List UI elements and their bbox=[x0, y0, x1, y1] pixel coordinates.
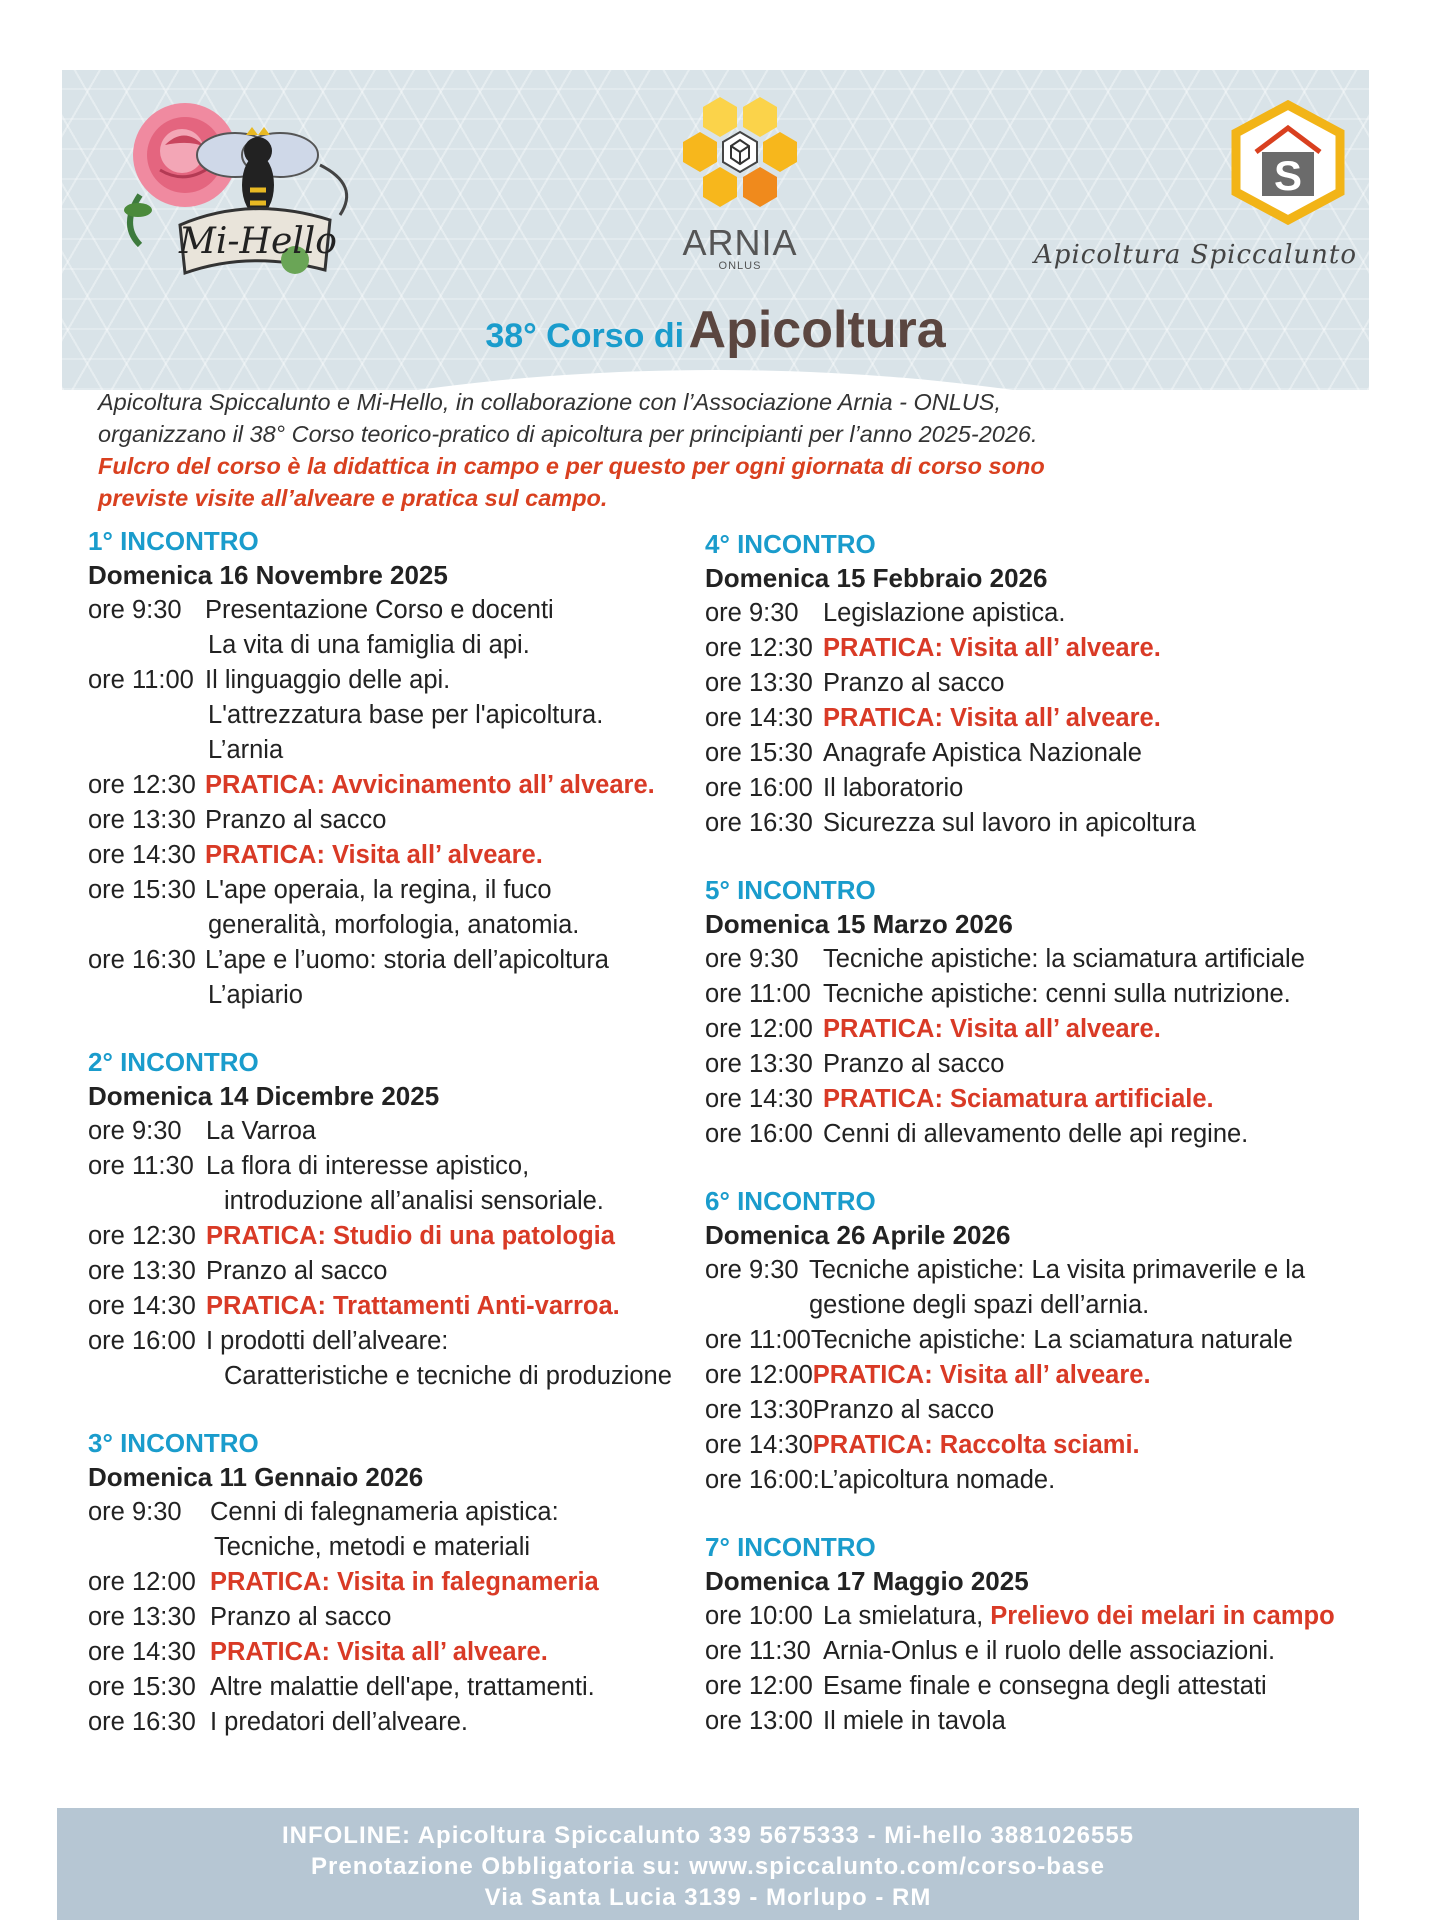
schedule-practice: PRATICA: Avvicinamento all’ alveare. bbox=[205, 771, 655, 799]
schedule-line bbox=[705, 631, 1345, 666]
schedule-activity: Pranzo al sacco bbox=[205, 806, 387, 834]
schedule-line bbox=[705, 977, 1345, 1012]
footer-info bbox=[57, 1808, 1359, 1920]
incontro-date: Domenica 15 Marzo 2026 bbox=[705, 909, 1013, 939]
intro-paragraph bbox=[98, 386, 1358, 514]
incontro-date: Domenica 17 Maggio 2025 bbox=[705, 1566, 1029, 1596]
schedule-line bbox=[705, 596, 1345, 631]
schedule-activity: Cenni di allevamento delle api regine. bbox=[823, 1120, 1249, 1148]
schedule-time: ore 12:00 bbox=[705, 1015, 813, 1043]
schedule-practice: PRATICA: Visita all’ alveare. bbox=[823, 1015, 1161, 1043]
schedule-line bbox=[705, 1358, 1345, 1393]
schedule-line-continuation: L'attrezzatura base per l'apicoltura. bbox=[208, 701, 604, 729]
schedule-practice: PRATICA: Visita all’ alveare. bbox=[823, 704, 1161, 732]
schedule-activity: Il linguaggio delle api. bbox=[205, 666, 451, 694]
schedule-line bbox=[705, 1082, 1345, 1117]
incontro-title: 5° INCONTRO bbox=[705, 875, 876, 905]
schedule-time: ore 12:00 bbox=[705, 1672, 813, 1700]
schedule-line bbox=[705, 736, 1345, 771]
schedule-time: ore 15:30 bbox=[705, 739, 813, 767]
schedule-time: ore 16:00 bbox=[88, 1327, 196, 1355]
schedule-line bbox=[705, 1393, 1345, 1428]
schedule-time: ore 11:30 bbox=[705, 1637, 811, 1665]
footer-infoline: INFOLINE: Apicoltura Spiccalunto 339 5675333 - Mi-hello 3881026555 bbox=[281, 1822, 1135, 1849]
bee-icon bbox=[197, 127, 318, 215]
schedule-time: ore 13:30 bbox=[705, 669, 813, 697]
schedule-line bbox=[88, 1635, 728, 1670]
schedule-time: ore 9:30 bbox=[88, 1117, 182, 1145]
incontro-block bbox=[88, 524, 728, 1013]
incontro-date: Domenica 15 Febbraio 2026 bbox=[705, 563, 1048, 593]
schedule-line bbox=[705, 1463, 1345, 1498]
schedule-time: ore 13:30 bbox=[705, 1396, 813, 1424]
footer-booking: Prenotazione Obbligatoria su: www.spiccalunto.com/corso-base bbox=[311, 1853, 1105, 1880]
schedule-time: ore 13:30 bbox=[88, 806, 196, 834]
arnia-logo-subtext: ONLUS bbox=[718, 260, 762, 272]
schedule-line bbox=[705, 1117, 1345, 1152]
schedule-time: ore 9:30 bbox=[705, 599, 799, 627]
schedule-time: ore 16:30 bbox=[88, 946, 196, 974]
schedule-activity: Pranzo al sacco bbox=[823, 1050, 1005, 1078]
footer-address: Via Santa Lucia 3139 - Morlupo - RM bbox=[484, 1884, 932, 1911]
schedule-line bbox=[88, 1254, 728, 1289]
schedule-line bbox=[705, 1704, 1345, 1739]
schedule-activity: La flora di interesse apistico, bbox=[206, 1152, 530, 1180]
schedule-time: ore 10:00 bbox=[705, 1602, 813, 1630]
schedule-line bbox=[705, 701, 1345, 736]
schedule-line bbox=[88, 1324, 728, 1359]
schedule-line bbox=[705, 1428, 1345, 1463]
incontro-title: 4° INCONTRO bbox=[705, 529, 876, 559]
title-main: Apicoltura bbox=[688, 301, 946, 359]
schedule-activity: Tecniche apistiche: La sciamatura naturale bbox=[810, 1326, 1293, 1354]
schedule-line bbox=[705, 1323, 1345, 1358]
schedule-activity: Tecniche apistiche: la sciamatura artificiale bbox=[823, 945, 1305, 973]
schedule-time: ore 14:30 bbox=[88, 1638, 196, 1666]
schedule-time: ore 9:30 bbox=[705, 1256, 799, 1284]
schedule-line-continuation: generalità, morfologia, anatomia. bbox=[208, 911, 580, 939]
incontro-block bbox=[705, 527, 1345, 841]
schedule-time: ore 16:30 bbox=[705, 809, 813, 837]
schedule-line bbox=[705, 1634, 1345, 1669]
schedule-activity: L’apicoltura nomade. bbox=[819, 1466, 1056, 1494]
schedule-line bbox=[88, 943, 728, 978]
schedule-time: ore 14:30 bbox=[705, 1431, 813, 1459]
schedule-time: ore 15:30 bbox=[88, 1673, 196, 1701]
arnia-logo-text: ARNIA bbox=[682, 222, 798, 263]
schedule-time: ore 16:00 bbox=[705, 774, 813, 802]
schedule-line-continuation: Caratteristiche e tecniche di produzione bbox=[224, 1362, 672, 1390]
schedule-line bbox=[88, 803, 728, 838]
intro-line-1: Apicoltura Spiccalunto e Mi-Hello, in collaborazione con l’Associazione Arnia - ONLUS, bbox=[98, 389, 1001, 415]
schedule-activity: L’ape e l’uomo: storia dell’apicoltura bbox=[205, 946, 609, 974]
schedule-line bbox=[705, 1669, 1345, 1704]
schedule-practice: PRATICA: Visita all’ alveare. bbox=[205, 841, 543, 869]
schedule-line bbox=[88, 873, 728, 908]
incontro-block bbox=[705, 1184, 1345, 1498]
schedule-time: ore 11:00 bbox=[705, 1326, 811, 1354]
incontro-title: 2° INCONTRO bbox=[88, 1047, 259, 1077]
intro-line-3: Fulcro del corso è la didattica in campo e per questo per ogni giornata di corso sono bbox=[98, 453, 1045, 479]
schedule-time: ore 12:30 bbox=[705, 634, 813, 662]
schedule-activity: Arnia-Onlus e il ruolo delle associazioni. bbox=[823, 1637, 1276, 1665]
schedule-time: ore 9:30 bbox=[88, 596, 182, 624]
schedule-activity: I prodotti dell’alveare: bbox=[206, 1327, 449, 1355]
schedule-time: ore 13:30 bbox=[88, 1603, 196, 1631]
schedule-activity: Il laboratorio bbox=[823, 774, 964, 802]
schedule-line-continuation: L’apiario bbox=[208, 981, 303, 1009]
schedule-time: ore 15:30 bbox=[88, 876, 196, 904]
schedule-practice: PRATICA: Visita all’ alveare. bbox=[823, 634, 1161, 662]
schedule-time: ore 11:00 bbox=[88, 666, 194, 694]
incontro-title: 6° INCONTRO bbox=[705, 1186, 876, 1216]
incontro-block bbox=[705, 1530, 1345, 1739]
intro-line-2: organizzano il 38° Corso teorico-pratico di apicoltura per principianti per l’anno 2025-2026. bbox=[98, 421, 1038, 447]
schedule-line bbox=[88, 1600, 728, 1635]
schedule-activity: Cenni di falegnameria apistica: bbox=[210, 1498, 559, 1526]
schedule-activity: Pranzo al sacco bbox=[812, 1396, 995, 1424]
schedule-time: ore 16:30 bbox=[88, 1708, 196, 1736]
incontro-title: 7° INCONTRO bbox=[705, 1532, 876, 1562]
schedule-line bbox=[705, 942, 1345, 977]
schedule-activity: Pranzo al sacco bbox=[210, 1603, 392, 1631]
schedule-line bbox=[88, 1670, 728, 1705]
schedule-practice: PRATICA: Raccolta sciami. bbox=[812, 1431, 1140, 1459]
spiccalunto-logo bbox=[1228, 100, 1348, 225]
schedule-column-right bbox=[705, 527, 1345, 1771]
schedule-column-left bbox=[88, 524, 728, 1772]
schedule-activity: Anagrafe Apistica Nazionale bbox=[823, 739, 1142, 767]
schedule-activity: Presentazione Corso e docenti bbox=[205, 596, 554, 624]
incontro-title: 1° INCONTRO bbox=[88, 526, 259, 556]
incontro-block bbox=[705, 873, 1345, 1152]
schedule-time: ore 9:30 bbox=[705, 945, 799, 973]
schedule-practice: Prelievo dei melari in campo bbox=[990, 1602, 1335, 1630]
schedule-line-continuation: Tecniche, metodi e materiali bbox=[214, 1533, 531, 1561]
schedule-line bbox=[705, 1253, 1345, 1288]
spiccalunto-logo-text: Apicoltura Spiccalunto bbox=[1034, 240, 1357, 270]
schedule-time: ore 12:30 bbox=[88, 1222, 196, 1250]
schedule-time: ore 14:30 bbox=[88, 1292, 196, 1320]
schedule-practice: PRATICA: Sciamatura artificiale. bbox=[823, 1085, 1214, 1113]
schedule-line bbox=[705, 1012, 1345, 1047]
schedule-line-continuation: introduzione all’analisi sensoriale. bbox=[224, 1187, 604, 1215]
schedule-line bbox=[88, 1219, 728, 1254]
incontro-date: Domenica 26 Aprile 2026 bbox=[705, 1220, 1011, 1250]
schedule-practice: PRATICA: Visita all’ alveare. bbox=[210, 1638, 548, 1666]
schedule-activity: Tecniche apistiche: cenni sulla nutrizione. bbox=[823, 980, 1291, 1008]
schedule-line bbox=[705, 1047, 1345, 1082]
schedule-line bbox=[88, 768, 728, 803]
schedule-line bbox=[88, 1565, 728, 1600]
schedule-activity: Sicurezza sul lavoro in apicoltura bbox=[823, 809, 1196, 837]
schedule-line-continuation: gestione degli spazi dell’arnia. bbox=[809, 1291, 1150, 1319]
schedule-practice: PRATICA: Trattamenti Anti-varroa. bbox=[206, 1292, 620, 1320]
schedule-line bbox=[705, 771, 1345, 806]
page-title bbox=[0, 300, 1431, 360]
incontro-date: Domenica 14 Dicembre 2025 bbox=[88, 1081, 440, 1111]
schedule-line bbox=[88, 1289, 728, 1324]
schedule-line bbox=[88, 1114, 728, 1149]
schedule-time: ore 13:30 bbox=[705, 1050, 813, 1078]
schedule-activity: La Varroa bbox=[206, 1117, 317, 1145]
schedule-time: ore 14:30 bbox=[705, 1085, 813, 1113]
schedule-activity: I predatori dell’alveare. bbox=[210, 1708, 468, 1736]
schedule-activity: L'ape operaia, la regina, il fuco bbox=[205, 876, 552, 904]
schedule-time: ore 13:30 bbox=[88, 1257, 196, 1285]
schedule-activity: Pranzo al sacco bbox=[206, 1257, 388, 1285]
schedule-activity: Pranzo al sacco bbox=[823, 669, 1005, 697]
schedule-practice: PRATICA: Visita all’ alveare. bbox=[812, 1361, 1151, 1389]
schedule-line bbox=[88, 1149, 728, 1184]
schedule-time: ore 9:30 bbox=[88, 1498, 182, 1526]
schedule-line bbox=[88, 1705, 728, 1740]
schedule-line bbox=[88, 663, 728, 698]
schedule-line-continuation: L’arnia bbox=[208, 736, 284, 764]
schedule-activity: Altre malattie dell'ape, trattamenti. bbox=[210, 1673, 595, 1701]
schedule-line-continuation: La vita di una famiglia di api. bbox=[208, 631, 530, 659]
mi-hello-logo bbox=[110, 85, 360, 295]
incontro-title: 3° INCONTRO bbox=[88, 1428, 259, 1458]
incontro-block bbox=[88, 1426, 728, 1740]
title-prefix: 38° Corso di bbox=[485, 317, 685, 355]
svg-text:Mi-Hello: Mi-Hello bbox=[179, 221, 337, 262]
honeycomb-icon bbox=[683, 97, 797, 207]
schedule-activity: Esame finale e consegna degli attestati bbox=[823, 1672, 1267, 1700]
schedule-time: ore 12:30 bbox=[88, 771, 196, 799]
schedule-time: ore 11:30 bbox=[88, 1152, 194, 1180]
schedule-time: ore 13:00 bbox=[705, 1707, 813, 1735]
schedule-activity: Il miele in tavola bbox=[823, 1707, 1006, 1735]
incontro-block bbox=[88, 1045, 728, 1394]
schedule-time: ore 16:00 bbox=[705, 1120, 813, 1148]
schedule-practice: PRATICA: Visita in falegnameria bbox=[210, 1568, 599, 1596]
schedule-activity: Legislazione apistica. bbox=[823, 599, 1066, 627]
schedule-time: ore 16:00: bbox=[705, 1466, 820, 1494]
incontro-date: Domenica 16 Novembre 2025 bbox=[88, 560, 448, 590]
schedule-line bbox=[705, 666, 1345, 701]
schedule-line bbox=[88, 593, 728, 628]
schedule-time: ore 14:30 bbox=[88, 841, 196, 869]
incontro-date: Domenica 11 Gennaio 2026 bbox=[88, 1462, 424, 1492]
schedule-line bbox=[705, 1599, 1345, 1634]
schedule-line bbox=[88, 838, 728, 873]
schedule-activity: Tecniche apistiche: La visita primaverile e la bbox=[809, 1256, 1306, 1284]
schedule-time: ore 14:30 bbox=[705, 704, 813, 732]
schedule-time: ore 11:00 bbox=[705, 980, 811, 1008]
svg-text:S: S bbox=[1273, 152, 1303, 199]
schedule-line bbox=[705, 806, 1345, 841]
schedule-time: ore 12:00 bbox=[88, 1568, 196, 1596]
schedule-practice: PRATICA: Studio di una patologia bbox=[206, 1222, 615, 1250]
schedule-activity: La smielatura, bbox=[823, 1602, 984, 1630]
intro-line-4: previste visite all’alveare e pratica sul campo. bbox=[98, 485, 608, 511]
schedule-time: ore 12:00 bbox=[705, 1361, 813, 1389]
schedule-line bbox=[88, 1495, 728, 1530]
